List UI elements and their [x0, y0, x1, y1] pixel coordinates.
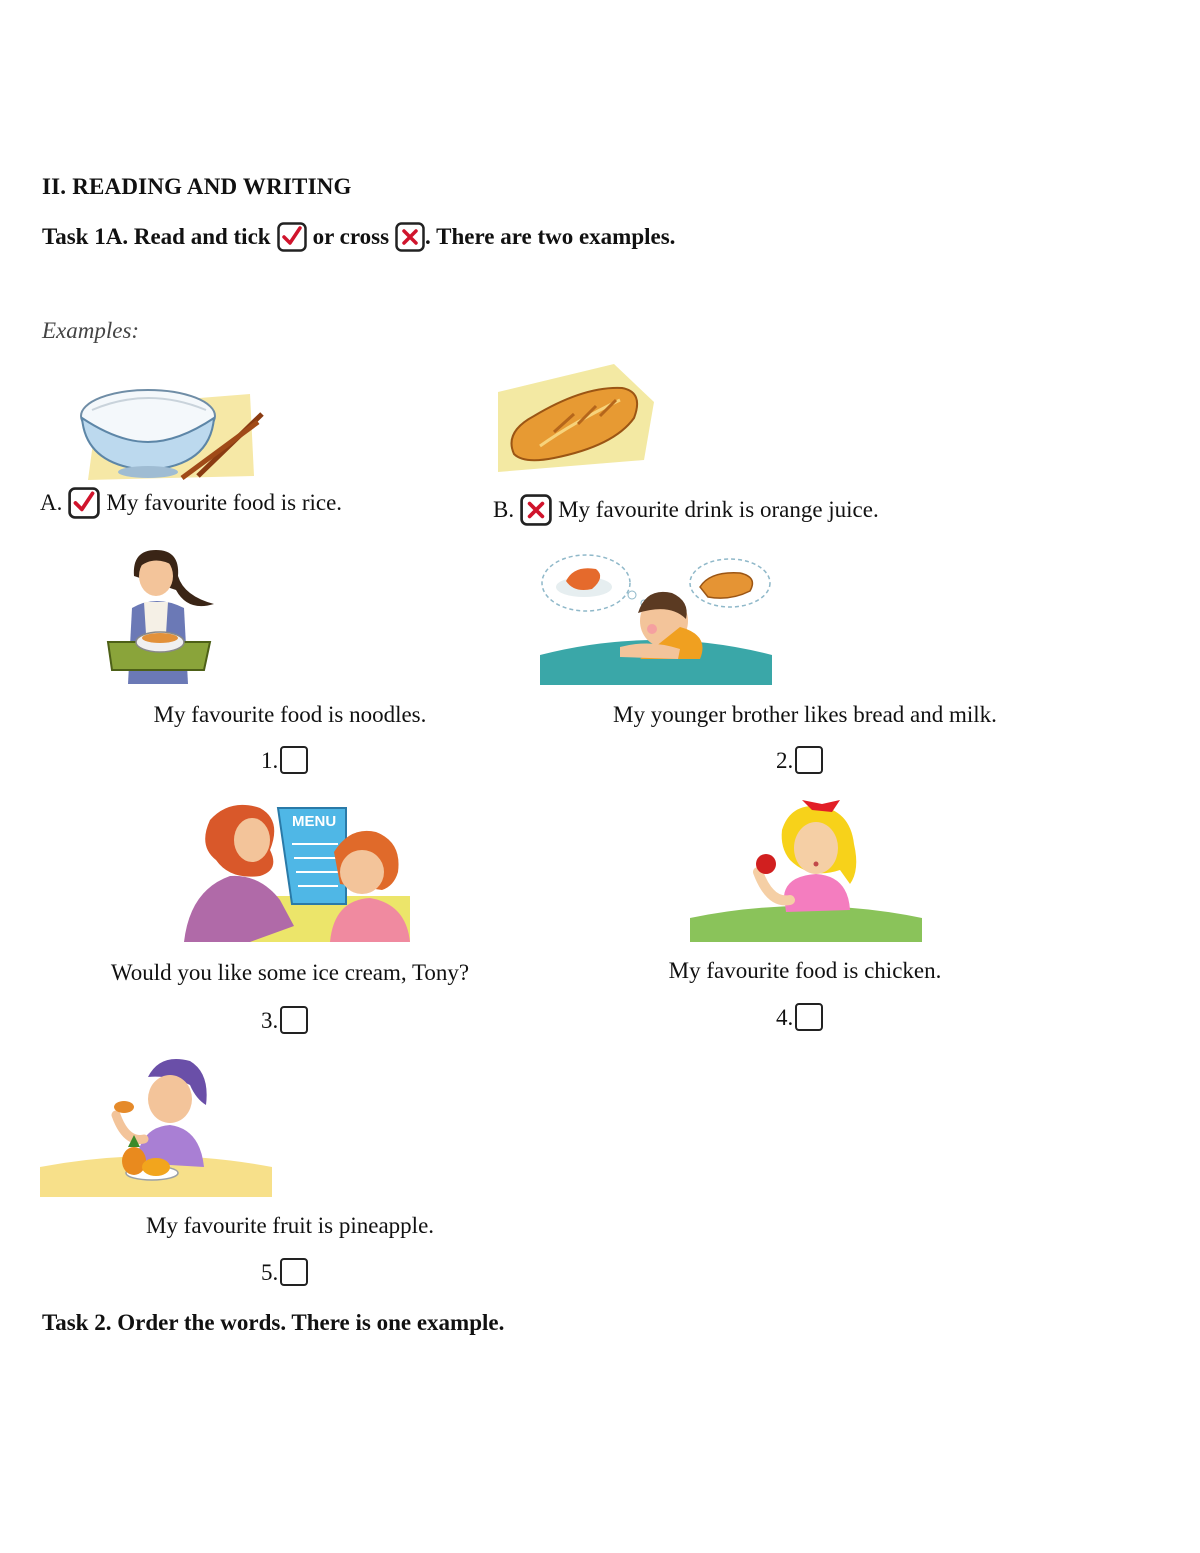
item-2-text: My younger brother likes bread and milk.	[613, 702, 997, 727]
item-1-answer	[261, 746, 308, 774]
item-4-number: 4.	[776, 1005, 794, 1030]
item-5-answer	[261, 1258, 308, 1286]
example-b-text: My favourite drink is orange juice.	[558, 497, 879, 522]
item-3-answer	[261, 1006, 308, 1034]
item-5-number: 5.	[261, 1260, 279, 1285]
item-1-number: 1.	[261, 748, 279, 773]
examples-label: Examples:	[42, 318, 140, 343]
task1-suffix: . There are two examples.	[425, 224, 676, 249]
answer-checkbox-1[interactable]	[280, 746, 308, 774]
girl-with-noodles-picture	[104, 546, 214, 686]
item-5-text: My favourite fruit is pineapple.	[145, 1213, 435, 1238]
task1-prefix: Task 1A. Read and tick	[42, 224, 271, 249]
boy-dreaming-food-picture	[540, 551, 772, 685]
tick-box-icon	[277, 222, 307, 252]
answer-checkbox-2[interactable]	[795, 746, 823, 774]
answer-checkbox-4[interactable]	[795, 1003, 823, 1031]
tick-box-icon	[68, 487, 100, 519]
example-b	[493, 494, 879, 526]
item-3-number: 3.	[261, 1008, 279, 1033]
girl-with-apple-picture	[690, 800, 922, 942]
girl-eating-fruit-picture	[40, 1055, 272, 1197]
bread-loaf-picture	[494, 362, 656, 474]
example-b-label: B.	[493, 497, 515, 522]
example-a-text: My favourite food is rice.	[106, 490, 343, 515]
item-2-answer	[776, 746, 823, 774]
mother-boy-menu-picture	[170, 800, 410, 942]
cross-box-icon	[520, 494, 552, 526]
task1-instruction	[42, 222, 675, 252]
item-4-text: My favourite food is chicken.	[668, 958, 942, 983]
section-title: II. READING AND WRITING	[42, 174, 352, 199]
item-4-answer	[776, 1003, 823, 1031]
item-3-text: Would you like some ice cream, Tony?	[110, 960, 470, 985]
rice-bowl-picture	[78, 376, 268, 484]
example-a	[40, 487, 342, 519]
answer-checkbox-5[interactable]	[280, 1258, 308, 1286]
answer-checkbox-3[interactable]	[280, 1006, 308, 1034]
example-a-label: A.	[40, 490, 63, 515]
cross-box-icon	[395, 222, 425, 252]
task1-middle: or cross	[312, 224, 390, 249]
item-1-text: My favourite food is noodles.	[153, 702, 427, 727]
item-2-number: 2.	[776, 748, 794, 773]
task2-instruction: Task 2. Order the words. There is one example.	[42, 1310, 505, 1335]
svg-text:MENU: MENU	[292, 813, 337, 830]
